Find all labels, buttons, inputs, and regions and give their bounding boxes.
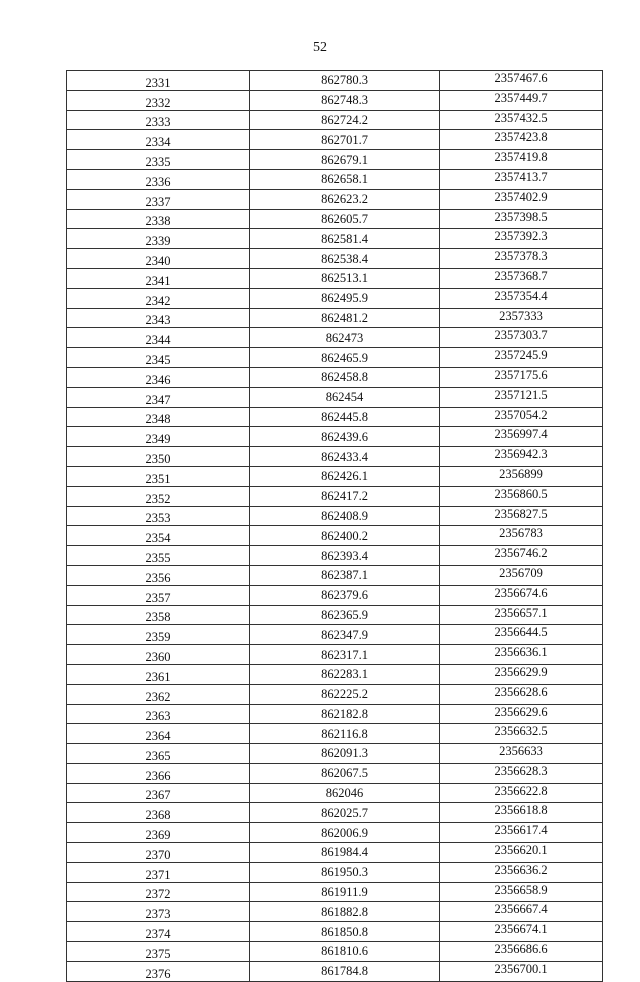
- x-coordinate-cell: 862400.2: [250, 526, 440, 546]
- table-row: [67, 466, 603, 486]
- point-id-cell: 2373: [67, 902, 250, 922]
- table-row: [67, 882, 603, 902]
- x-coordinate-cell: 862481.2: [250, 308, 440, 328]
- y-coordinate-cell: 2357054.2: [440, 407, 603, 427]
- table-row: [67, 328, 603, 348]
- x-coordinate-cell: 862445.8: [250, 407, 440, 427]
- y-coordinate-cell: 2356629.6: [440, 704, 603, 724]
- point-id-cell: 2376: [67, 961, 250, 981]
- x-coordinate-cell: 862067.5: [250, 763, 440, 783]
- table-row: [67, 526, 603, 546]
- x-coordinate-cell: 861950.3: [250, 862, 440, 882]
- y-coordinate-cell: 2357419.8: [440, 150, 603, 170]
- y-coordinate-cell: 2356686.6: [440, 942, 603, 962]
- y-coordinate-cell: 2356628.3: [440, 763, 603, 783]
- point-id-cell: 2359: [67, 625, 250, 645]
- y-coordinate-cell: 2356667.4: [440, 902, 603, 922]
- x-coordinate-cell: 862513.1: [250, 268, 440, 288]
- point-id-cell: 2375: [67, 942, 250, 962]
- y-coordinate-cell: 2356622.8: [440, 783, 603, 803]
- point-id-cell: 2345: [67, 348, 250, 368]
- table-row: [67, 90, 603, 110]
- y-coordinate-cell: 2356860.5: [440, 486, 603, 506]
- x-coordinate-cell: 862458.8: [250, 367, 440, 387]
- x-coordinate-cell: 862605.7: [250, 209, 440, 229]
- x-coordinate-cell: 862283.1: [250, 664, 440, 684]
- y-coordinate-cell: 2356633: [440, 744, 603, 764]
- y-coordinate-cell: 2356709: [440, 565, 603, 585]
- x-coordinate-cell: 862006.9: [250, 823, 440, 843]
- point-id-cell: 2366: [67, 763, 250, 783]
- x-coordinate-cell: 862317.1: [250, 645, 440, 665]
- x-coordinate-cell: 862724.2: [250, 110, 440, 130]
- x-coordinate-cell: 862701.7: [250, 130, 440, 150]
- table-row: [67, 823, 603, 843]
- point-id-cell: 2340: [67, 249, 250, 269]
- x-coordinate-cell: 862182.8: [250, 704, 440, 724]
- y-coordinate-cell: 2356899: [440, 466, 603, 486]
- point-id-cell: 2353: [67, 506, 250, 526]
- x-coordinate-cell: 862495.9: [250, 288, 440, 308]
- table-row: [67, 585, 603, 605]
- point-id-cell: 2372: [67, 882, 250, 902]
- point-id-cell: 2363: [67, 704, 250, 724]
- y-coordinate-cell: 2356657.1: [440, 605, 603, 625]
- table-row: [67, 803, 603, 823]
- y-coordinate-cell: 2357398.5: [440, 209, 603, 229]
- x-coordinate-cell: 862091.3: [250, 744, 440, 764]
- point-id-cell: 2361: [67, 664, 250, 684]
- x-coordinate-cell: 862347.9: [250, 625, 440, 645]
- point-id-cell: 2344: [67, 328, 250, 348]
- x-coordinate-cell: 862365.9: [250, 605, 440, 625]
- y-coordinate-cell: 2356942.3: [440, 447, 603, 467]
- y-coordinate-cell: 2356628.6: [440, 684, 603, 704]
- point-id-cell: 2338: [67, 209, 250, 229]
- table-row: [67, 942, 603, 962]
- table-row: [67, 783, 603, 803]
- table-row: [67, 71, 603, 91]
- x-coordinate-cell: 862538.4: [250, 249, 440, 269]
- point-id-cell: 2336: [67, 169, 250, 189]
- table-row: [67, 922, 603, 942]
- point-id-cell: 2332: [67, 90, 250, 110]
- y-coordinate-cell: 2356617.4: [440, 823, 603, 843]
- x-coordinate-cell: 861911.9: [250, 882, 440, 902]
- y-coordinate-cell: 2357449.7: [440, 90, 603, 110]
- table-row: [67, 130, 603, 150]
- point-id-cell: 2360: [67, 645, 250, 665]
- x-coordinate-cell: 862465.9: [250, 348, 440, 368]
- y-coordinate-cell: 2357402.9: [440, 189, 603, 209]
- point-id-cell: 2352: [67, 486, 250, 506]
- x-coordinate-cell: 862225.2: [250, 684, 440, 704]
- y-coordinate-cell: 2357413.7: [440, 169, 603, 189]
- point-id-cell: 2333: [67, 110, 250, 130]
- y-coordinate-cell: 2356644.5: [440, 625, 603, 645]
- coordinates-table-body: [67, 71, 603, 982]
- x-coordinate-cell: 861882.8: [250, 902, 440, 922]
- point-id-cell: 2348: [67, 407, 250, 427]
- point-id-cell: 2351: [67, 466, 250, 486]
- point-id-cell: 2367: [67, 783, 250, 803]
- x-coordinate-cell: 862417.2: [250, 486, 440, 506]
- x-coordinate-cell: 862433.4: [250, 447, 440, 467]
- point-id-cell: 2354: [67, 526, 250, 546]
- table-row: [67, 546, 603, 566]
- x-coordinate-cell: 862679.1: [250, 150, 440, 170]
- x-coordinate-cell: 862387.1: [250, 565, 440, 585]
- y-coordinate-cell: 2356827.5: [440, 506, 603, 526]
- y-coordinate-cell: 2357303.7: [440, 328, 603, 348]
- x-coordinate-cell: 862581.4: [250, 229, 440, 249]
- point-id-cell: 2339: [67, 229, 250, 249]
- x-coordinate-cell: 862439.6: [250, 427, 440, 447]
- point-id-cell: 2337: [67, 189, 250, 209]
- table-row: [67, 110, 603, 130]
- y-coordinate-cell: 2356658.9: [440, 882, 603, 902]
- x-coordinate-cell: 862379.6: [250, 585, 440, 605]
- point-id-cell: 2356: [67, 565, 250, 585]
- y-coordinate-cell: 2356746.2: [440, 546, 603, 566]
- y-coordinate-cell: 2357368.7: [440, 268, 603, 288]
- point-id-cell: 2341: [67, 268, 250, 288]
- table-row: [67, 645, 603, 665]
- x-coordinate-cell: 862658.1: [250, 169, 440, 189]
- table-row: [67, 843, 603, 863]
- y-coordinate-cell: 2357333: [440, 308, 603, 328]
- x-coordinate-cell: 862426.1: [250, 466, 440, 486]
- table-row: [67, 169, 603, 189]
- x-coordinate-cell: 862748.3: [250, 90, 440, 110]
- point-id-cell: 2331: [67, 71, 250, 91]
- y-coordinate-cell: 2356674.6: [440, 585, 603, 605]
- y-coordinate-cell: 2356674.1: [440, 922, 603, 942]
- table-row: [67, 249, 603, 269]
- point-id-cell: 2334: [67, 130, 250, 150]
- table-row: [67, 447, 603, 467]
- x-coordinate-cell: 862473: [250, 328, 440, 348]
- y-coordinate-cell: 2357354.4: [440, 288, 603, 308]
- y-coordinate-cell: 2357121.5: [440, 387, 603, 407]
- table-row: [67, 565, 603, 585]
- point-id-cell: 2357: [67, 585, 250, 605]
- x-coordinate-cell: 861850.8: [250, 922, 440, 942]
- x-coordinate-cell: 861784.8: [250, 961, 440, 981]
- y-coordinate-cell: 2356620.1: [440, 843, 603, 863]
- point-id-cell: 2355: [67, 546, 250, 566]
- table-row: [67, 288, 603, 308]
- point-id-cell: 2343: [67, 308, 250, 328]
- y-coordinate-cell: 2356700.1: [440, 961, 603, 981]
- point-id-cell: 2370: [67, 843, 250, 863]
- point-id-cell: 2365: [67, 744, 250, 764]
- point-id-cell: 2362: [67, 684, 250, 704]
- table-row: [67, 427, 603, 447]
- table-row: [67, 348, 603, 368]
- coordinates-table: [66, 70, 603, 982]
- table-row: [67, 189, 603, 209]
- x-coordinate-cell: 861984.4: [250, 843, 440, 863]
- table-row: [67, 744, 603, 764]
- point-id-cell: 2374: [67, 922, 250, 942]
- y-coordinate-cell: 2356629.9: [440, 664, 603, 684]
- x-coordinate-cell: 862393.4: [250, 546, 440, 566]
- y-coordinate-cell: 2356632.5: [440, 724, 603, 744]
- x-coordinate-cell: 862454: [250, 387, 440, 407]
- table-row: [67, 961, 603, 981]
- point-id-cell: 2368: [67, 803, 250, 823]
- table-row: [67, 268, 603, 288]
- x-coordinate-cell: 862046: [250, 783, 440, 803]
- point-id-cell: 2371: [67, 862, 250, 882]
- x-coordinate-cell: 862623.2: [250, 189, 440, 209]
- x-coordinate-cell: 862025.7: [250, 803, 440, 823]
- table-row: [67, 902, 603, 922]
- table-row: [67, 506, 603, 526]
- y-coordinate-cell: 2357245.9: [440, 348, 603, 368]
- point-id-cell: 2335: [67, 150, 250, 170]
- table-row: [67, 229, 603, 249]
- table-row: [67, 367, 603, 387]
- x-coordinate-cell: 862780.3: [250, 71, 440, 91]
- page-number: 52: [313, 40, 327, 55]
- point-id-cell: 2346: [67, 367, 250, 387]
- table-row: [67, 724, 603, 744]
- y-coordinate-cell: 2357175.6: [440, 367, 603, 387]
- table-row: [67, 150, 603, 170]
- x-coordinate-cell: 862408.9: [250, 506, 440, 526]
- x-coordinate-cell: 862116.8: [250, 724, 440, 744]
- table-row: [67, 308, 603, 328]
- point-id-cell: 2347: [67, 387, 250, 407]
- table-row: [67, 704, 603, 724]
- y-coordinate-cell: 2356636.2: [440, 862, 603, 882]
- table-row: [67, 387, 603, 407]
- point-id-cell: 2342: [67, 288, 250, 308]
- point-id-cell: 2358: [67, 605, 250, 625]
- y-coordinate-cell: 2356997.4: [440, 427, 603, 447]
- table-row: [67, 763, 603, 783]
- table-row: [67, 605, 603, 625]
- table-row: [67, 407, 603, 427]
- table-row: [67, 684, 603, 704]
- y-coordinate-cell: 2357423.8: [440, 130, 603, 150]
- point-id-cell: 2350: [67, 447, 250, 467]
- point-id-cell: 2349: [67, 427, 250, 447]
- y-coordinate-cell: 2357378.3: [440, 249, 603, 269]
- table-row: [67, 664, 603, 684]
- y-coordinate-cell: 2357467.6: [440, 71, 603, 91]
- y-coordinate-cell: 2356636.1: [440, 645, 603, 665]
- point-id-cell: 2369: [67, 823, 250, 843]
- point-id-cell: 2364: [67, 724, 250, 744]
- table-row: [67, 862, 603, 882]
- y-coordinate-cell: 2356783: [440, 526, 603, 546]
- y-coordinate-cell: 2357432.5: [440, 110, 603, 130]
- x-coordinate-cell: 861810.6: [250, 942, 440, 962]
- table-row: [67, 625, 603, 645]
- y-coordinate-cell: 2357392.3: [440, 229, 603, 249]
- y-coordinate-cell: 2356618.8: [440, 803, 603, 823]
- table-row: [67, 209, 603, 229]
- table-row: [67, 486, 603, 506]
